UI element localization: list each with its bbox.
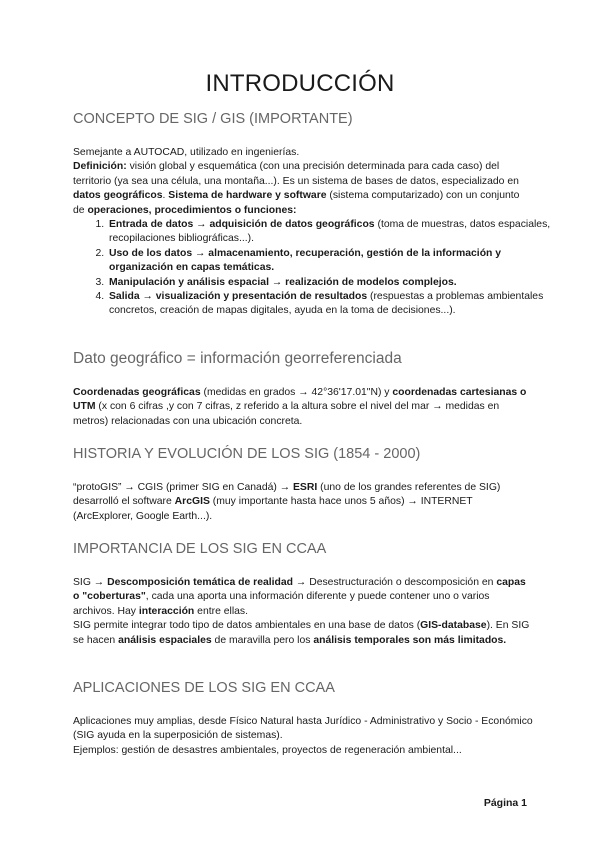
section-heading-dato-geografico: Dato geográfico = información georreferenciada [73,350,402,367]
section-heading-importancia: IMPORTANCIA DE LOS SIG EN CCAA [73,541,327,557]
historia-text-2: (uno de los grandes referentes de SIG) desarrolló el software [73,482,501,508]
importancia-p2-text-3: de maravilla pero los [211,634,314,646]
aplicaciones-text-2: Ejemplos: gestión de desastres ambientales, proyectos de regeneración ambiental... [73,744,462,756]
list-item-bold: Entrada de datos → adquisición de datos geográficos [109,219,375,230]
importancia-p2-bold-2: análisis espaciales [118,634,212,646]
functions-list [73,218,567,319]
importancia-text-2: → Desestructuración o descomposición en [293,577,497,588]
concepto-line-1: Semejante a AUTOCAD, utilizado en ingenierías. [73,147,300,158]
list-item [107,247,567,276]
importancia-bold-1: Descomposición temática de realidad [107,577,294,588]
coordenadas-bold-2: coordenadas cartesianas o UTM [73,387,527,413]
importancia-paragraph [73,576,533,648]
list-item [107,290,567,319]
list-item [107,276,567,290]
list-item [107,218,567,247]
importancia-text-4: entre ellas. [194,605,248,617]
page-title: INTRODUCCIÓN [205,70,395,97]
list-item-bold: Manipulación y análisis espacial → realización de modelos complejos. [109,276,457,288]
historia-paragraph [73,481,533,524]
aplicaciones-paragraph [73,715,533,758]
coordenadas-text-1: (medidas en grados → 42°36'17.01"N) y [200,387,393,398]
definicion-text-1: visión global y esquemática (con una precisión determinada para cada caso) del territorio (ya sea una célula, una montaña...). Es un sistema de bases de datos, especializado en [73,161,519,187]
historia-text-1: “protoGIS” → CGIS (primer SIG en Canadá) → [73,482,293,493]
importancia-text-3: , cada una aporta una información diferente y puede contener uno o varios archivos. Hay [73,591,490,617]
historia-text-3: (muy importante hasta hace unos 5 años) → INTERNET (ArcExplorer, Google Earth...). [73,496,473,522]
importancia-text-1: SIG → [73,577,108,588]
definicion-label: Definición: [73,161,127,173]
aplicaciones-text-1: Aplicaciones muy amplias, desde Físico Natural hasta Jurídico - Administrativo y Socio - Económico (SIG ayuda en la superposición de sistemas). [73,716,533,742]
definicion-bold-3: operaciones, procedimientos o funciones: [87,204,297,216]
importancia-bold-2: capas o "coberturas" [73,577,526,603]
section-heading-aplicaciones: APLICACIONES DE LOS SIG EN CCAA [73,680,335,696]
list-item-text: (toma de muestras, datos espaciales, recopilaciones bibliográficas...). [109,219,551,245]
definicion-bold-1: datos geográficos [73,190,163,202]
list-item-text: (respuestas a problemas ambientales concretos, creación de mapas digitales, ayuda en la toma de decisiones...). [109,291,544,317]
importancia-p2-bold-1: GIS-database [420,620,487,632]
page-number: Página 1 [483,797,527,809]
section-heading-concepto: CONCEPTO DE SIG / GIS (IMPORTANTE) [73,111,353,127]
list-item-bold: Uso de los datos → almacenamiento, recuperación, gestión de la información y organización en capas temáticas. [109,247,502,274]
coordenadas-bold-1: Coordenadas geográficas [73,387,201,398]
section-heading-historia: HISTORIA Y EVOLUCIÓN DE LOS SIG (1854 - 2000) [73,446,421,462]
concepto-paragraph [73,146,533,218]
importancia-p2-text-2: ). En SIG se hacen [73,620,530,646]
importancia-bold-3: interacción [138,605,195,617]
coordenadas-text-2: (x con 6 cifras ,y con 7 cifras, z referido a la altura sobre el nivel del mar → medidas en metros) relacionadas con una ubicación concreta. [73,401,500,427]
historia-bold-1: ESRI [293,482,318,493]
coordenadas-paragraph [73,386,533,429]
importancia-p2-text-1: SIG permite integrar todo tipo de datos ambientales en una base de datos ( [73,620,421,632]
definicion-text-2: . [162,190,169,202]
list-item-bold: Salida → visualización y presentación de resultados [109,291,368,303]
historia-bold-2: ArcGIS [174,496,210,508]
definicion-text-3: (sistema computarizado) con un conjunto de [73,190,520,216]
definicion-bold-2: Sistema de hardware y software [168,190,327,202]
importancia-p2-bold-3: análisis temporales son más limitados. [313,634,507,646]
